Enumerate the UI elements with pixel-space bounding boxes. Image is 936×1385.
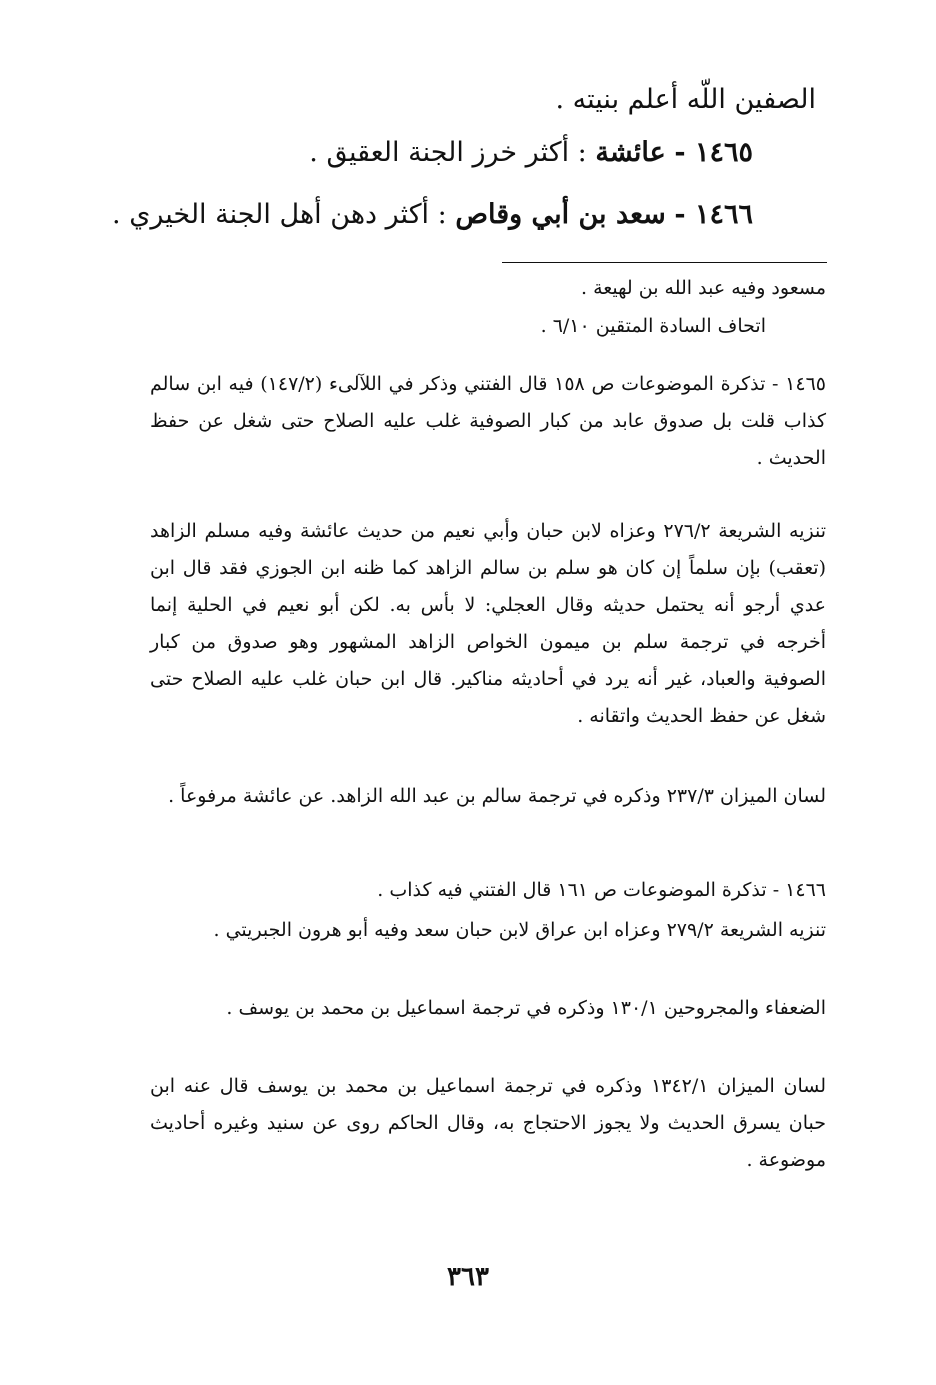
entry-text: : أكثر خرز الجنة العقيق .	[309, 137, 587, 168]
footnote-1466-lisan: لسان الميزان ١٣٤٢/١ وذكره في ترجمة اسماعيل بن محمد بن يوسف قال عنه ابن حبان يسرق الحديث ولا يجوز الاحتجاج به، وقال الحاكم روى عن سنيد وغيره أحاديث موضوعة .	[150, 1075, 826, 1171]
entry-number: ١٤٦٥ -	[674, 137, 753, 168]
entry-narrator: عائشة	[595, 137, 666, 168]
footnote-1466: ١٤٦٦ - تذكرة الموضوعات ص ١٦١ قال الفتني فيه كذاب .	[377, 879, 826, 901]
footnote-1465-lisan: لسان الميزان ٢٣٧/٣ وذكره في ترجمة سالم بن عبد الله الزاهد. عن عائشة مرفوعاً .	[168, 785, 826, 807]
main-line-continuation: الصفين اللّه أعلم بنيته .	[555, 84, 816, 115]
footnote-1466-tanzih: تنزيه الشريعة ٢٧٩/٢ وعزاه ابن عراق لابن حبان سعد وفيه أبو هرون الجبريتي .	[213, 919, 826, 941]
entry-narrator: سعد بن أبي وقاص	[455, 199, 666, 230]
footnote-divider	[502, 262, 827, 263]
hadith-entry-1465	[309, 133, 753, 173]
entry-text: : أكثر دهن أهل الجنة الخيري .	[112, 199, 447, 230]
footnote-continuation-line-1: مسعود وفيه عبد الله بن لهيعة .	[581, 277, 826, 299]
hadith-entry-1466	[112, 195, 753, 235]
footnote-1465: ١٤٦٥ - تذكرة الموضوعات ص ١٥٨ قال الفتني وذكر في اللآلىء (١٤٧/٢) فيه ابن سالم كذاب قلت بل صدوق عابد من كبار الصوفية غلب عليه الصلاح حتى شغل عن حفظ الحديث .	[150, 373, 826, 469]
entry-number: ١٤٦٦ -	[674, 199, 753, 230]
footnote-1465-tanzih: تنزيه الشريعة ٢٧٦/٢ وعزاه لابن حبان وأبي نعيم من حديث عائشة وفيه مسلم الزاهد (تعقب) بإن سلماً إن كان هو سلم بن سالم الزاهد كما ظنه ابن الجوزي فقد قال ابن عدي أرجو أنه يحتمل حديثه وقال العجلي: لا بأس به. لكن أبو نعيم في الحلية إنما أخرجه في ترجمة سلم بن ميمون الخواص الزاهد المشهور وهو صدوق من كبار الصوفية والعباد، غير أنه يرد في أحاديثه مناكير. قال ابن حبان غلب عليه الصلاح حتى شغل عن حفظ الحديث واتقانه .	[150, 520, 826, 727]
footnote-continuation-line-2: اتحاف السادة المتقين ٦/١٠ .	[540, 315, 766, 337]
footnote-1466-duafa: الضعفاء والمجروحين ١٣٠/١ وذكره في ترجمة اسماعيل بن محمد بن يوسف .	[226, 997, 826, 1019]
page-number: ٣٦٣	[447, 1262, 489, 1292]
